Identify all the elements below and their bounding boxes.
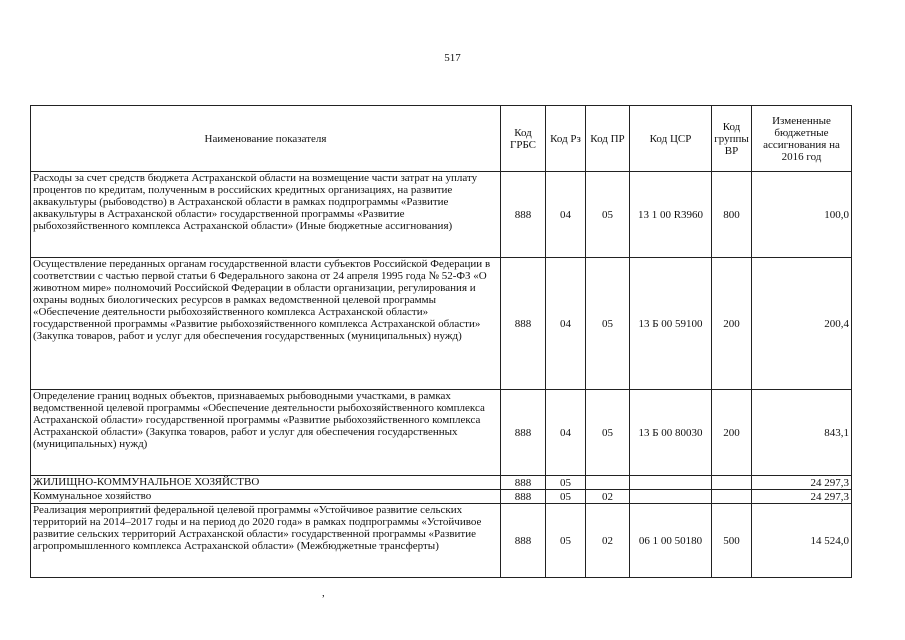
table-row — [31, 490, 852, 504]
row-pr: 05 — [586, 172, 630, 258]
row-amount: 24 297,3 — [752, 490, 852, 504]
row-csr: 13 Б 00 80030 — [630, 390, 712, 476]
row-rz: 05 — [546, 490, 586, 504]
header-vr: Код группы ВР — [712, 106, 752, 172]
row-name: Реализация мероприятий федеральной целевой программы «Устойчивое развитие сельских территорий на 2014–2017 годы и на период до 2020 года» в рамках подпрограммы «Устойчивое развитие сельских территорий Астраханской области» государственной программы «Развитие агропромышленного комплекса Астраханской области» (Межбюджетные трансферты) — [31, 504, 501, 578]
row-pr: 02 — [586, 490, 630, 504]
row-csr — [630, 476, 712, 490]
row-name: Определение границ водных объектов, признаваемых рыбоводными участками, в рамках ведомственной целевой программы «Обеспечение деятельности рыбохозяйственного комплекса Астраханской области» государственной программы «Развитие рыбохозяйственного комплекса Астраханской области» (Закупка товаров, работ и услуг для обеспечения государственных (муниципальных) нужд) — [31, 390, 501, 476]
row-grbs: 888 — [501, 172, 546, 258]
row-grbs: 888 — [501, 390, 546, 476]
row-vr: 800 — [712, 172, 752, 258]
row-csr — [630, 490, 712, 504]
row-pr: 05 — [586, 390, 630, 476]
table-row — [31, 390, 852, 476]
row-rz: 04 — [546, 390, 586, 476]
row-amount: 14 524,0 — [752, 504, 852, 578]
row-csr: 13 Б 00 59100 — [630, 258, 712, 390]
row-pr: 02 — [586, 504, 630, 578]
row-grbs: 888 — [501, 490, 546, 504]
row-amount: 24 297,3 — [752, 476, 852, 490]
header-name: Наименование показателя — [31, 106, 501, 172]
row-name: Осуществление переданных органам государственной власти субъектов Российской Федерации в соответствии с частью первой статьи 6 Федерального закона от 24 апреля 1995 года № 52-ФЗ «О животном мире» полномочий Российской Федерации в области организации, регулирования и охраны водных биологических ресурсов в рамках ведомственной целевой программы «Обеспечение деятельности рыбохозяйственного комплекса Астраханской области» государственной программы «Развитие рыбохозяйственного комплекса Астраханской области» (Закупка товаров, работ и услуг для обеспечения государственных (муниципальных) нужд) — [31, 258, 501, 390]
row-amount: 843,1 — [752, 390, 852, 476]
row-vr — [712, 476, 752, 490]
page-number: 517 — [444, 52, 461, 64]
row-grbs: 888 — [501, 258, 546, 390]
row-amount: 200,4 — [752, 258, 852, 390]
header-amount: Измененные бюджетные ассигнования на 2016 год — [752, 106, 852, 172]
budget-table — [30, 105, 852, 578]
row-pr — [586, 476, 630, 490]
table-row — [31, 476, 852, 490]
row-vr — [712, 490, 752, 504]
header-grbs: Код ГРБС — [501, 106, 546, 172]
table-row — [31, 504, 852, 578]
row-name: Расходы за счет средств бюджета Астраханской области на возмещение части затрат на уплату процентов по кредитам, полученным в российских кредитных организациях, на развитие аквакультуры (рыбоводство) в Астраханской области в рамках подпрограммы «Развитие аквакультуры в Астраханской области» государственной программы «Развитие рыбохозяйственного комплекса Астраханской области» (Иные бюджетные ассигнования) — [31, 172, 501, 258]
row-name: ЖИЛИЩНО-КОММУНАЛЬНОЕ ХОЗЯЙСТВО — [31, 476, 501, 490]
table-header-row — [31, 106, 852, 172]
row-amount: 100,0 — [752, 172, 852, 258]
row-vr: 200 — [712, 390, 752, 476]
row-grbs: 888 — [501, 476, 546, 490]
row-name: Коммунальное хозяйство — [31, 490, 501, 504]
header-rz: Код Рз — [546, 106, 586, 172]
table-row — [31, 172, 852, 258]
row-rz: 05 — [546, 504, 586, 578]
table-row — [31, 258, 852, 390]
row-rz: 05 — [546, 476, 586, 490]
row-vr: 200 — [712, 258, 752, 390]
row-grbs: 888 — [501, 504, 546, 578]
header-pr: Код ПР — [586, 106, 630, 172]
row-csr: 13 1 00 R3960 — [630, 172, 712, 258]
row-pr: 05 — [586, 258, 630, 390]
header-csr: Код ЦСР — [630, 106, 712, 172]
row-rz: 04 — [546, 172, 586, 258]
stray-mark: , — [322, 587, 325, 599]
row-csr: 06 1 00 50180 — [630, 504, 712, 578]
row-vr: 500 — [712, 504, 752, 578]
row-rz: 04 — [546, 258, 586, 390]
